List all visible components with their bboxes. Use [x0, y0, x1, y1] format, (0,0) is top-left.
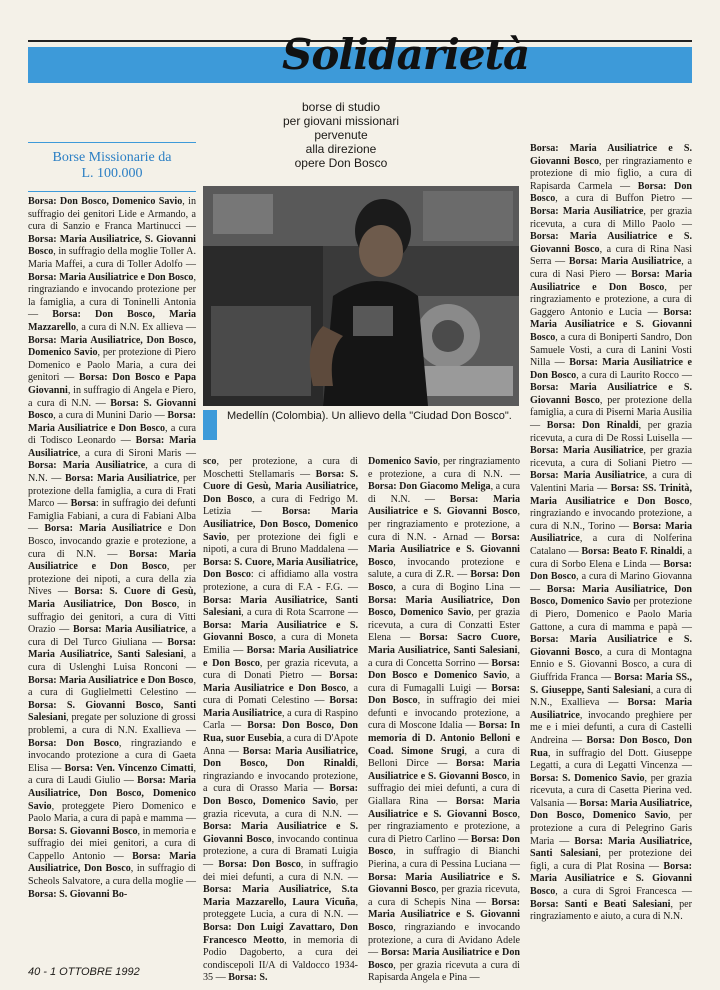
donation-heading: Borsa: Maria Ausiliatrice e Don Bosco [203, 670, 358, 694]
donation-text: , in suffragio dei genitori, a cura di Vitti Orazio — [28, 599, 196, 636]
donation-heading: Borsa: Maria Ausiliatrice [44, 523, 162, 535]
donation-text: , a cura di Fedrigo M. Letizia — [203, 493, 358, 518]
donation-heading: Borsa: Maria Ausiliatrice, S. Giovanni Bosco [28, 233, 196, 258]
donation-heading: Borsa: Maria Ausiliatrice e S. Giovanni Bosco [530, 634, 692, 658]
donation-text: , a cura di N.N. — [368, 481, 521, 505]
donation-text: , per protezione dei nipoti, a cura della zia Nives — [28, 561, 196, 598]
donation-text: , a cura di Marino Giovanna — [530, 571, 692, 595]
donation-heading: Borsa: SS. Trinità, Maria Ausiliatrice e Don Bosco [530, 483, 692, 507]
donation-heading: Borsa: Maria Ausiliatrice, Santi Salesiani [28, 636, 196, 661]
donation-text: , in suffragio del Dott. Giuseppe Legatti, a cura di Legatti Vincenza — [530, 747, 692, 772]
donation-text: , per grazia ricevuta, a cura di Casetta Pierina ved. Valsania — [530, 772, 692, 809]
donation-heading: Borsa: Maria Ausiliatrice, Santi Salesiani [530, 835, 692, 860]
donation-text: , in suffragio di Angela e Piero, a cura di N.N. — [28, 384, 196, 409]
donation-heading: Borsa: Maria Ausiliatrice, Don Bosco, Domenico Savio [203, 506, 358, 543]
donation-heading: Borsa: Maria Ausiliatrice e S. Giovanni Bosco [203, 821, 358, 845]
donation-heading: Borsa: Don Bosco, Maria Mazzarello [28, 309, 196, 333]
donation-text: , per protezione dei figli e nipoti, a cura di Bruno Maddalena — [203, 531, 358, 556]
donation-heading: Borsa: Maria Ausiliatrice [73, 624, 186, 636]
donation-heading: Borsa: Maria Ausiliatrice e S. Giovanni Bosco [530, 382, 692, 406]
donation-text: , a cura di Nolferina Catalano — [530, 533, 692, 557]
donation-text: , a cura di Moneta Emilia — [203, 632, 358, 656]
donation-heading: Borsa: Maria Ausiliatrice, Don Bosco, Domenico Savio [530, 797, 692, 822]
donation-text: , invocando preghiere per me e i miei defunti, a cura di Castelli Andreina — [530, 709, 692, 746]
donation-text: , a cura di Fumagalli Luigi — [368, 670, 520, 694]
donation-text: , in suffragio dei miei defunti, a cura di N.N. — [203, 859, 358, 883]
donation-text: , a cura di Nasi Piero — [530, 256, 693, 280]
donation-heading: Borsa: Maria Ausiliatrice [203, 695, 358, 719]
donation-text: , per grazia ricevuta, a cura di Schepis Nina — [368, 884, 520, 908]
donation-text: , proteggete Piero Domenico e Paolo Maria, a cura di papà e mamma — [28, 800, 196, 825]
donation-heading: Borsa: Ven. Vincenzo Cimatti [64, 762, 194, 774]
intro-line: per giovani missionari [282, 114, 400, 128]
donation-heading: Borsa: Maria Ausiliatrice, Don Bosco, Domenico Savio [28, 775, 196, 812]
donation-text: , in suffragio dei miei defunti e invocando protezione, a cura di Moscone Idalia — [368, 695, 520, 732]
section-title [28, 150, 196, 182]
donation-heading: Borsa: Don Bosco e Papa Giovanni [28, 372, 196, 396]
donation-text: , in suffragio di Bianchi Pierina, a cura di Pessina Luciana — [368, 846, 520, 870]
donation-text: , a cura di Del Turco Giuliana — [28, 624, 197, 648]
donation-text: , a cura di Valentini Maria — [530, 470, 692, 495]
donation-text: , ringraziando e invocando protezione per la famiglia, a cura di Toninelli Antonia — [28, 271, 196, 321]
donation-heading: Borsa: Maria Ausiliatrice, Don Bosco, Domenico Savio [530, 583, 692, 608]
donation-text: , per grazia ricevuta, a cura di Donati Pietro — [203, 657, 358, 682]
donation-heading: Borsa: Don Bosco, Domenico Savio [203, 783, 358, 808]
donation-heading: Borsa: Maria Ausiliatrice [568, 256, 682, 268]
donation-heading: Borsa: S. Cuore di Gesù, Maria Ausiliatrice, Don Bosco [203, 468, 358, 505]
donation-text: : ci affidiamo alla vostra protezione, a cura di F.A - F.G. — [203, 569, 358, 593]
donation-text: , in memoria di Podio Dagoberto, a cura dei condiscepoli II/A di Valdocco 1934-35 — [203, 934, 358, 984]
donation-heading: Borsa: S. Domenico Savio [530, 772, 645, 784]
donation-heading: Borsa: Maria Ausiliatrice, S.ta Maria Mazzarello, Laura Vicuña [203, 884, 358, 908]
donation-heading: Borsa: Maria Ausiliatrice e S. Giovanni Bosco [368, 896, 520, 933]
donation-text: , a cura di Buffon Pietro — [555, 193, 692, 205]
donation-heading: Borsa: Don Bosco e Domenico Savio [368, 657, 520, 682]
donation-heading: Borsa: Don Bosco [530, 558, 692, 583]
donation-heading: Borsa: Maria Ausiliatrice, Don Bosco [28, 850, 196, 875]
donation-text: , per ringraziamento e aiuto, a cura di N.N. [530, 898, 692, 923]
donation-heading: Borsa: S. Giovanni Bosco, Santi Salesiani [28, 699, 196, 724]
donation-text: , per grazia ricevuta, a cura di De Rossi Luisella — [530, 420, 692, 444]
donation-heading: Borsa: Don Bosco [530, 180, 692, 205]
donation-heading: Borsa: Maria Ausiliatrice [28, 435, 196, 459]
donation-text: , invocando continua protezione, a cura di Bramati Luigia — [203, 833, 359, 870]
donation-heading: Borsa: Maria Ausiliatrice e Don Bosco [28, 674, 194, 686]
donation-heading: Borsa: Don Bosco [218, 859, 301, 870]
caption-marker [203, 410, 217, 440]
donation-heading: Borsa: Maria Ausiliatrice e Don Bosco [28, 548, 196, 573]
donation-text: , per protezione della famiglia, a cura di Piserni Maria Ausilia — [530, 394, 692, 432]
donation-heading: Borsa: Maria Ausiliatrice [530, 205, 644, 217]
section-box [28, 142, 196, 192]
donation-heading: Borsa: Sacro Cuore, Maria Ausiliatrice, Santi Salesiani [368, 632, 520, 656]
donation-text: , per ringraziamento e protezione, a cura di N.N. - Arnad — [368, 506, 520, 543]
donation-heading: Borsa: Maria Ausiliatrice e S. Giovanni Bosco [368, 493, 520, 518]
intro-text [266, 100, 416, 170]
donation-heading: Borsa: Maria Ausiliatrice e Don Bosco [28, 271, 194, 283]
donation-text: , a cura di Boniperti Sandro, Don Samuele Vosti, a cura di Lanini Vosti Nilla — [530, 331, 692, 369]
donation-text: , per ringraziamento e protezione, a cura di N.N. — [368, 456, 520, 480]
donation-text: , a cura di Rina Nasi Serra — [530, 243, 692, 268]
donation-text: , a cura di Sironi Maris — [77, 447, 196, 459]
donation-text: , a cura di Sgroi Francesca — [555, 886, 692, 898]
donation-heading: Borsa: Santi e Beati Salesiani [530, 898, 671, 910]
intro-line: pervenute [314, 128, 368, 142]
intro-line: opere Don Bosco [294, 156, 388, 170]
donation-heading: Borsa: In memoria di D. Antonio Belloni e Coad. Simone Srugi [368, 720, 520, 757]
donation-heading: Borsa: Maria Ausiliatrice e S. Giovanni Bosco [530, 306, 692, 343]
donation-text: , ringraziando e invocando protezione a cura di Gaeta Elisa — [28, 737, 197, 774]
donation-heading: Borsa: Maria Ausiliatrice [28, 460, 146, 472]
donation-heading: Borsa: S. Cuore, Maria Ausiliatrice, Don Bosco [203, 556, 358, 581]
donation-text: , per protezione, a cura di Moschetti Stellamaris — [203, 456, 358, 480]
donation-text: , a cura di D'Apote Anna — [203, 733, 358, 757]
donation-heading: Borsa: Don Bosco, Don Rua, suor Eusebia [203, 720, 359, 745]
donation-heading: Borsa [70, 498, 96, 510]
donation-heading: Borsa: S. Giovanni Bosco [28, 397, 197, 422]
intro-line: alla direzione [305, 142, 377, 156]
donation-heading: Borsa: Maria Ausiliatrice e Don Bosco [368, 947, 520, 971]
page-title: Solidarietà [282, 30, 530, 79]
donation-text: , a cura di Laurito Rocco — [576, 369, 692, 381]
donation-heading: Borsa: Maria Ausiliatrice [530, 445, 644, 457]
donation-text: , ringraziando e invocando protezione, a cura di N.N., Torino — [530, 495, 692, 532]
donation-text: , per grazia ricevuta, a cura di Soliani Pietro — [530, 445, 692, 469]
donation-heading: Borsa: Maria Ausiliatrice e S. Giovanni Bosco [368, 796, 521, 820]
donation-heading: Borsa: Maria SS., S. Giuseppe, Santi Salesiani [530, 671, 693, 696]
donation-heading: Borsa: Maria Ausiliatrice e S. Giovanni Bosco [368, 531, 520, 568]
donation-text: , a cura di Munini Dario — [53, 410, 168, 422]
donation-text: , a cura di Bogino Lina — [393, 581, 520, 593]
donation-heading: Borsa: Maria Ausiliatrice, Don Bosco, Domenico Savio [28, 334, 196, 359]
page-folio: 40 - 1 OTTOBRE 1992 [28, 966, 140, 978]
intro-line: borse di studio [301, 100, 381, 114]
donation-heading: Borsa: S. Giovanni Bosco [28, 825, 138, 837]
donation-text: , a cura di Todisco Leonardo — [28, 422, 196, 447]
donation-text: , per grazia ricevuta, a cura di Conzatti Ester Elena — [368, 607, 520, 644]
donation-heading: Borsa: S. Cuore di Gesù, Maria Ausiliatrice, Don Bosco [28, 586, 196, 610]
donation-heading: Borsa: Don Bosco [368, 833, 520, 858]
donation-text: , a cura di N.N., Exallieva — [530, 684, 692, 709]
donation-text: , per ringraziamento e protezione, a cura di Gaggero Antonio e Lucia — [530, 281, 692, 318]
donation-text: , in suffragio dei miei defunti, a cura di Giallara Rina — [368, 770, 520, 808]
donation-text: , a cura di Guglielmetti Celestino — [28, 674, 196, 699]
donation-text: , a cura di Raspino Carla — [203, 707, 358, 732]
donation-text: , per grazia ricevuta, a cura di Millo Paolo — [530, 205, 692, 230]
donation-text: per protezione di Piero, Domenico e Paolo Maria Gattone, a cura di mamma e papà — [530, 596, 692, 633]
donation-text: e Don Bosco, invocando grazie e protezione, a cura di N.N. — [28, 523, 196, 560]
donation-heading: Borsa: Maria Ausiliatrice [530, 470, 645, 482]
donation-text: , a cura di Sorbo Elena e Linda — [530, 546, 692, 570]
photo-caption [203, 408, 519, 444]
donation-text: , a cura di Pomati Celestino — [203, 682, 358, 707]
text-column-2 [203, 456, 359, 984]
donation-heading: Borsa: Maria Ausiliatrice e Don Bosco [530, 357, 692, 381]
donation-text: , per grazia ricevuta, a cura di N.N. — [203, 796, 358, 820]
donation-heading: Borsa: Maria Ausiliatrice [530, 520, 692, 545]
donation-heading: Borsa: Maria Ausiliatrice [530, 697, 692, 721]
donation-text: , per grazia ricevuta a cura di Rapisarda Angela e Pina — [368, 959, 520, 984]
donation-text: : in suffragio dei defunti Famiglia Fabiani, a cura di Fabiani Alba — [28, 498, 196, 535]
donation-heading: Borsa: Beato F. Rinaldi [581, 546, 683, 557]
donation-text: , per ringraziamento e protezione di mio figlio, a cura di Rapisarda Carmela — [530, 155, 692, 192]
donation-heading: Borsa: Maria Ausiliatrice e S. Giovanni Bosco [368, 758, 520, 782]
donation-text: , in suffragio di Scheols Salvatore, a cura della moglie — [28, 863, 196, 888]
donation-text: , a cura di Concetta Sorrino — [368, 644, 520, 669]
donation-heading: Domenico Savio [368, 456, 438, 467]
text-column-1 [28, 196, 196, 966]
donation-text: , per protezione dei figli, a cura di Plat Rosina — [530, 848, 692, 872]
donation-text: , per protezione della famiglia, a cura di Frati Marco — [28, 473, 196, 510]
donation-heading: Borsa: Don Bosco [28, 737, 119, 749]
donation-text: , proteggete Lucia, a cura di N.N. — [203, 896, 358, 921]
donation-heading: Borsa: Don Rinaldi [546, 420, 639, 432]
donation-text: , a cura di Laudi Giulio — [28, 762, 196, 787]
donation-heading: Borsa: Don Bosco [368, 682, 520, 707]
donation-text: , per protezione di Piero Domenico e Paolo Maria, a cura dei genitori — [28, 347, 196, 384]
donation-text: , ringraziando e invocando protezione, a cura di Orasso Maria — [203, 758, 358, 795]
donation-heading: Borsa: Don Bosco, Domenico Savio [28, 196, 183, 207]
donation-text: , a cura di Rota Scarrone — [241, 607, 358, 619]
text-column-4 [530, 143, 692, 966]
donation-heading: Borsa: Don Giacomo Meliga [368, 481, 491, 493]
donation-heading: Borsa: Maria Ausiliatrice, Santi Salesiani [203, 594, 358, 619]
donation-heading: Borsa: Maria Ausiliatrice e S. Giovanni Bosco [530, 231, 692, 255]
donation-heading: Borsa: Don Luigi Zavattaro, Don Francesco Meotto [203, 921, 358, 946]
donation-text: , a cura di Belloni Dirce — [368, 745, 521, 770]
donation-text: , ringraziando e invocando protezione, a cura di Avidano Adele — [368, 921, 520, 959]
donation-heading: Borsa: Maria Ausiliatrice e S. Giovanni Bosco [530, 143, 692, 167]
donation-text: , a cura di N.N. — [28, 460, 196, 485]
donation-heading: Borsa: S. [228, 972, 268, 984]
donation-text: , per ringraziamento e protezione, a cura di Pietro Carlino — [368, 808, 520, 845]
donation-text: , a cura di Montagna Ennio e S. Giovanni Bosco, a cura di Giuffrida Franca — [530, 646, 692, 683]
section-title-line: L. 100.000 [81, 166, 143, 181]
donation-heading: Borsa: Don Bosco [368, 569, 520, 593]
donation-heading: Borsa: Maria Ausiliatrice, Don Bosco, Domenico Savio [368, 594, 520, 619]
caption-text: Medellín (Colombia). Un allievo della "Ciudad Don Bosco". [227, 410, 512, 422]
donation-heading: Borsa: Don Bosco, Don Rua [530, 734, 692, 759]
donation-text: , per protezione a cura di Pelegrino Garis Maria — [530, 810, 692, 847]
donation-text: , a cura di N.N. Ex allieva — [76, 321, 196, 333]
section-title-line: Borse Missionarie da [52, 150, 172, 165]
donation-text: , in suffragio dei genitori Lide e Armando, a cura di Sanzio e Franca Martinucci — [28, 196, 196, 233]
donation-heading: Borsa: Maria Ausiliatrice e S. Giovanni Bosco [203, 619, 358, 644]
donation-heading: Borsa: Maria Ausiliatrice e Don Bosco [28, 410, 196, 434]
donation-text: , in memoria e suffragio dei miei genitori, a cura di Cappello Antonio — [28, 825, 196, 862]
donation-heading: sco [203, 456, 217, 467]
workshop-photo [203, 186, 519, 406]
donation-heading: Borsa: Maria Ausiliatrice e Don Bosco [203, 644, 358, 669]
donation-heading: Borsa: Maria Ausiliatrice e S. Giovanni Bosco [368, 871, 520, 896]
donation-text: , invocando protezione e salute, a cura di Z.R. — [368, 556, 520, 581]
text-column-3 [368, 456, 521, 984]
donation-text: , pregate per soluzione di grossi problemi, a cura di N.N. Exallieva — [28, 712, 196, 736]
donation-text: , a cura di Uslenghi Luisa Ronconi — [28, 649, 197, 673]
donation-heading: Borsa: Maria Ausiliatrice, Don Bosco, Don Rinaldi [203, 745, 358, 770]
donation-text: , in suffragio della moglie Toller A. Maria Maffei, a cura di Toller Adolfo — [28, 246, 196, 270]
donation-heading: Borsa: S. Giovanni Bo- [28, 888, 128, 900]
donation-heading: Borsa: Maria Ausiliatrice e Don Bosco [530, 268, 692, 293]
donation-heading: Borsa: Maria Ausiliatrice e S. Giovanni Bosco [530, 860, 692, 898]
donation-heading: Borsa: Maria Ausiliatrice [64, 473, 177, 485]
